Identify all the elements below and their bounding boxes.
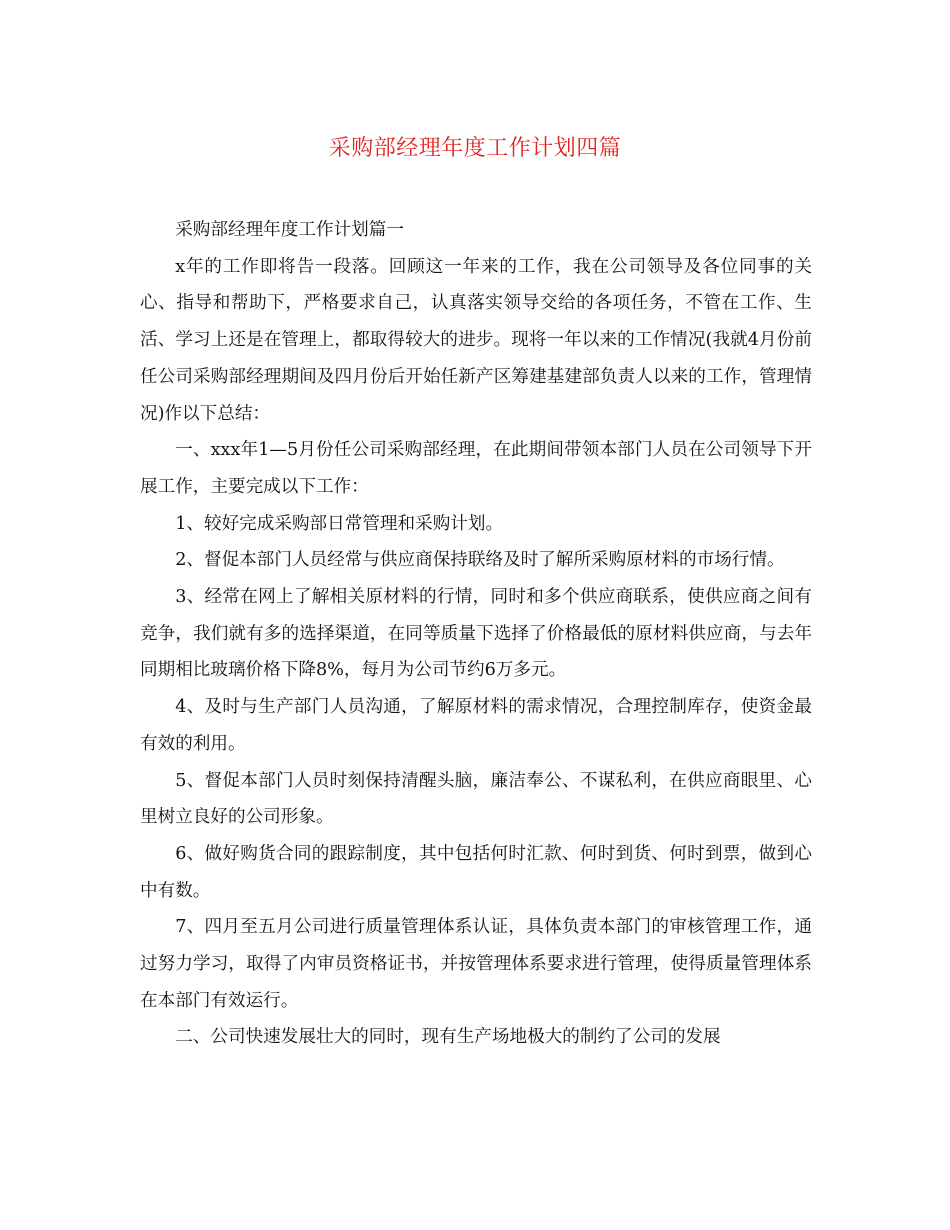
paragraph-item-1: 1、较好完成采购部日常管理和采购计划。 [175,513,504,534]
paragraph-part-two: 二、公司快速发展壮大的同时，现有生产场地极大的制约了公司的发展 [175,1027,721,1048]
paragraph-item-4: 4、及时与生产部门人员沟通，了解原材料的需求情况，合理控制库存，使资金最有效的利用。 [140,697,812,754]
paragraph-item-5: 5、督促本部门人员时刻保持清醒头脑，廉洁奉公、不谋私利，在供应商眼里、心里树立良好的公司形象。 [140,770,812,828]
paragraph-intro: x年的工作即将告一段落。回顾这一年来的工作，我在公司领导及各位同事的关心、指导和帮助下，严格要求自己，认真落实领导交给的各项任务，不管在工作、生活、学习上还是在管理上，都取得较大的进步。现将一年以来的工作情况(我就4月份前任公司采购部经理期间及四月份后开始任新产区筹建基建部负责人以来的工作，管理情况)作以下总结： [140,256,812,424]
paragraph-part-one: 一、xxx年1—5月份任公司采购部经理，在此期间带领本部门人员在公司领导下开展工作，主要完成以下工作： [140,440,812,497]
paragraph-item-6: 6、做好购货合同的跟踪制度，其中包括何时汇款、何时到货、何时到票，做到心中有数。 [140,843,812,901]
paragraph-item-2: 2、督促本部门人员经常与供应商保持联络及时了解所采购原材料的市场行情。 [175,550,785,571]
paragraph-item-7: 7、四月至五月公司进行质量管理体系认证，具体负责本部门的审核管理工作，通过努力学习，取得了内审员资格证书，并按管理体系要求进行管理，使得质量管理体系在本部门有效运行。 [140,917,812,1011]
document-title: 采购部经理年度工作计划四篇 [328,136,622,161]
paragraph-item-3: 3、经常在网上了解相关原材料的行情，同时和多个供应商联系，使供应商之间有竞争，我们就有多的选择渠道，在同等质量下选择了价格最低的原材料供应商，与去年同期相比玻璃价格下降8%，每月为公司节约6万多元。 [140,587,812,681]
section-heading: 采购部经理年度工作计划篇一 [175,220,404,240]
document-body [140,212,812,1056]
